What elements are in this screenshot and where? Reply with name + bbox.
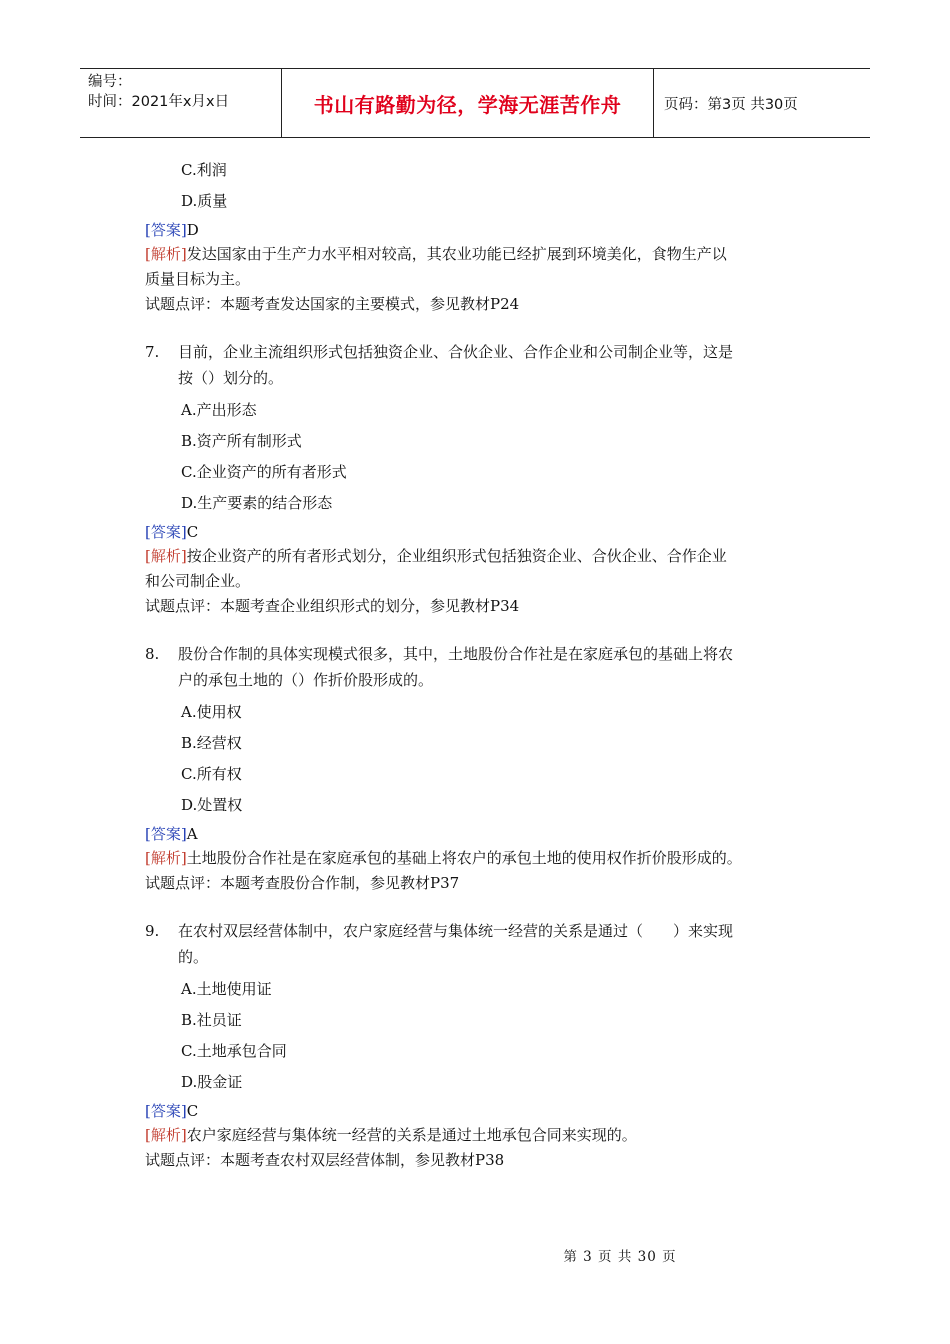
option-d: D.生产要素的结合形态 (181, 494, 333, 512)
comment: 试题点评：本题考查发达国家的主要模式，参见教材P24 (145, 295, 520, 313)
comment: 试题点评：本题考查企业组织形式的划分，参见教材P34 (145, 597, 520, 615)
question-text-1: 目前，企业主流组织形式包括独资企业、合伙企业、合作企业和公司制企业等，这是 (178, 343, 734, 361)
answer-value: A (186, 825, 198, 843)
option-d: D.质量 (181, 192, 228, 210)
explanation-text-1: 土地股份合作社是在家庭承包的基础上将农户的承包土地的使用权作折价股形成的。 (186, 849, 742, 867)
explanation-label: [解析] (145, 547, 187, 565)
answer-line (145, 822, 810, 846)
comment: 试题点评：本题考查农村双层经营体制，参见教材P38 (145, 1151, 505, 1169)
header-meta (80, 69, 282, 137)
explanation-label: [解析] (145, 1126, 187, 1144)
question-7 (145, 339, 810, 619)
question-9 (145, 918, 810, 1173)
explanation (145, 544, 810, 569)
answer-label: [答案] (145, 221, 187, 239)
header-number: 编号： (88, 74, 132, 90)
page-footer: 第 3 页 共 30 页 (563, 1249, 677, 1265)
answer-value: C (186, 523, 199, 541)
explanation (145, 242, 810, 267)
header-time: 时间：2021年x月x日 (88, 94, 230, 110)
option-c: C.利润 (181, 161, 227, 179)
question-text-2: 户的承包土地的（）作折价股形成的。 (178, 671, 434, 689)
question-number: 8. (145, 645, 160, 663)
explanation (145, 846, 810, 871)
option-b: B.资产所有制形式 (181, 432, 302, 450)
question-stem (145, 339, 810, 391)
answer-label: [答案] (145, 825, 187, 843)
question-8 (145, 641, 810, 896)
option-a: A.土地使用证 (181, 980, 272, 998)
answer-line (145, 520, 810, 544)
question-stem (145, 641, 810, 693)
answer-label: [答案] (145, 1102, 187, 1120)
explanation-text-2: 质量目标为主。 (145, 270, 251, 288)
question-number: 7. (145, 343, 160, 361)
explanation (145, 1123, 810, 1148)
document-body (145, 155, 810, 1173)
question-text-2: 的。 (178, 948, 209, 966)
option-b: B.社员证 (181, 1011, 242, 1029)
option-a: A.使用权 (181, 703, 242, 721)
question-stem (145, 918, 810, 970)
answer-label: [答案] (145, 523, 187, 541)
explanation-text-1: 农户家庭经营与集体统一经营的关系是通过土地承包合同来实现的。 (186, 1126, 637, 1144)
option-d: D.处置权 (181, 796, 243, 814)
page-header (80, 68, 870, 138)
answer-line (145, 218, 810, 242)
question-text-1: 股份合作制的具体实现模式很多，其中，土地股份合作社是在家庭承包的基础上将农 (178, 645, 734, 663)
answer-line (145, 1099, 810, 1123)
option-a: A.产出形态 (181, 401, 257, 419)
header-motto: 书山有路勤为径，学海无涯苦作舟 (282, 69, 654, 137)
answer-value: C (186, 1102, 199, 1120)
question-text-1: 在农村双层经营体制中，农户家庭经营与集体统一经营的关系是通过（ ）来实现 (178, 922, 734, 940)
question-6-tail (145, 155, 810, 317)
header-page-number: 页码：第3页 共30页 (664, 96, 798, 113)
comment: 试题点评：本题考查股份合作制，参见教材P37 (145, 874, 460, 892)
option-c: C.企业资产的所有者形式 (181, 463, 347, 481)
explanation-label: [解析] (145, 849, 187, 867)
option-c: C.土地承包合同 (181, 1042, 287, 1060)
question-number: 9. (145, 922, 160, 940)
explanation-text-1: 发达国家由于生产力水平相对较高，其农业功能已经扩展到环境美化，食物生产以 (186, 245, 727, 263)
explanation-label: [解析] (145, 245, 187, 263)
explanation-text-1: 按企业资产的所有者形式划分，企业组织形式包括独资企业、合伙企业、合作企业 (186, 547, 727, 565)
option-c: C.所有权 (181, 765, 242, 783)
option-b: B.经营权 (181, 734, 242, 752)
question-text-2: 按（）划分的。 (178, 369, 284, 387)
answer-value: D (186, 221, 199, 239)
explanation-text-2: 和公司制企业。 (145, 572, 251, 590)
option-d: D.股金证 (181, 1073, 243, 1091)
